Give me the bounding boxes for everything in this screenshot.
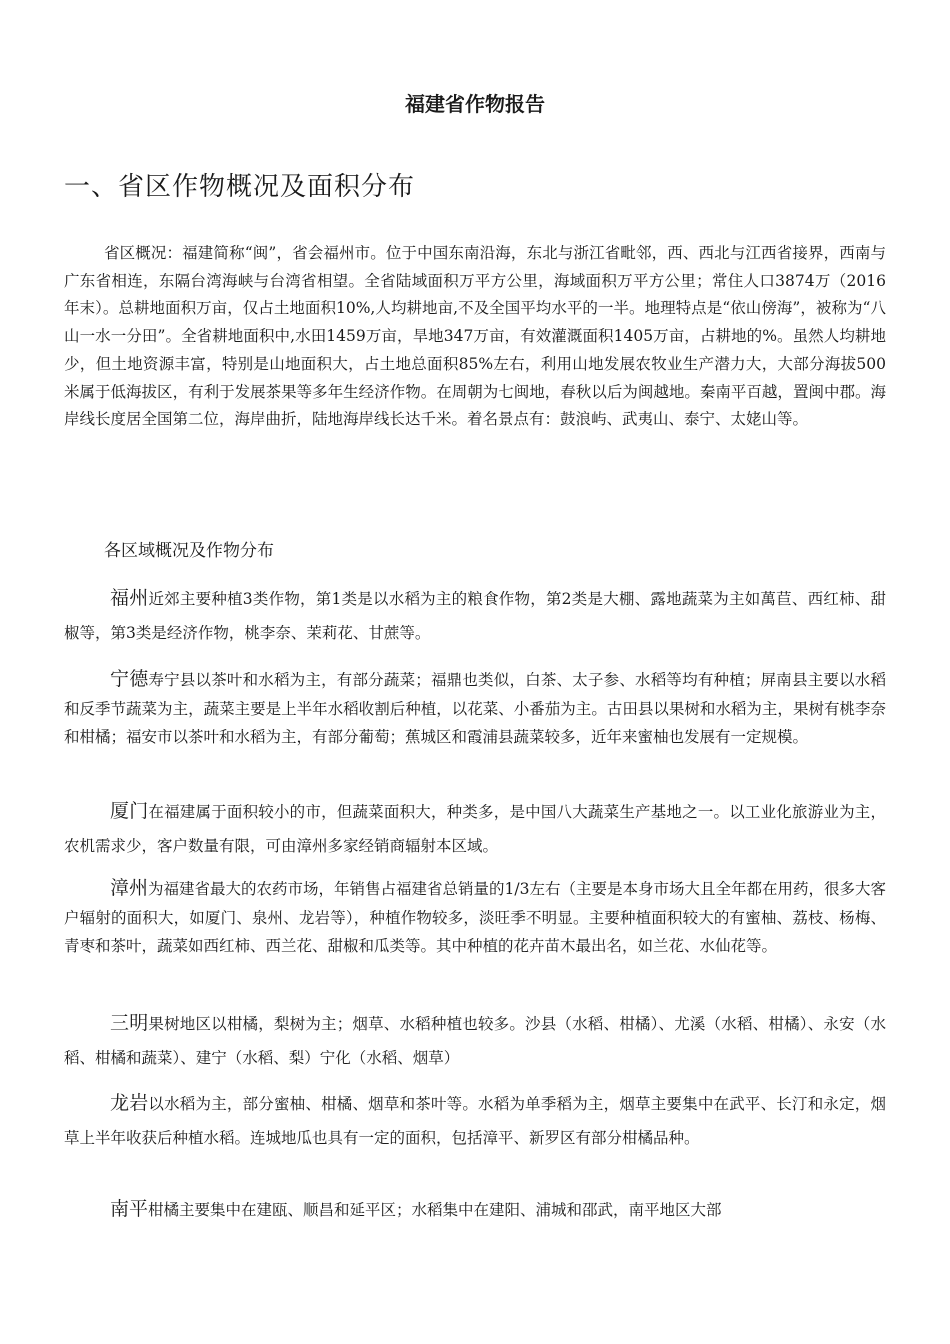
region-paragraph-ningde bbox=[64, 665, 886, 752]
region-paragraph-sanming bbox=[64, 1006, 886, 1075]
region-name: 龙岩 bbox=[110, 1092, 149, 1114]
regions-subheading: 各区域概况及作物分布 bbox=[104, 541, 274, 561]
document-title: 福建省作物报告 bbox=[405, 92, 545, 116]
region-paragraph-nanping bbox=[64, 1192, 886, 1227]
region-description: 近郊主要种植3类作物，第1类是以水稻为主的粮食作物，第2类是大棚、露地蔬菜为主如萬苣、西红柿、甜椒等，第3类是经济作物，桃李奈、茉莉花、甘蔗等。 bbox=[64, 590, 886, 642]
region-paragraph-xiamen bbox=[64, 794, 886, 863]
region-paragraph-longyan bbox=[64, 1086, 886, 1155]
section-heading: 一、省区作物概况及面积分布 bbox=[64, 172, 416, 202]
region-name: 厦门 bbox=[110, 800, 149, 822]
region-description: 在福建属于面积较小的市，但蔬菜面积大，种类多，是中国八大蔬菜生产基地之一。以工业化旅游业为主，农机需求少，客户数量有限，可由漳州多家经销商辐射本区域。 bbox=[64, 803, 886, 855]
region-description: 寿宁县以茶叶和水稻为主，有部分蔬菜；福鼎也类似，白茶、太子参、水稻等均有种植；屏南县主要以水稻和反季节蔬菜为主，蔬菜主要是上半年水稻收割后种植，以花菜、小番茄为主。古田县以果树和水稻为主，果树有桃李奈和柑橘；福安市以茶叶和水稻为主，有部分葡萄；蕉城区和霞浦县蔬菜较多，近年来蜜柚也发展有一定规模。 bbox=[64, 671, 886, 746]
region-paragraph-fuzhou bbox=[64, 581, 886, 650]
region-description: 果树地区以柑橘，梨树为主；烟草、水稻种植也较多。沙县（水稻、柑橘）、尤溪（水稻、柑橘）、永安（水稻、柑橘和蔬菜）、建宁（水稻、梨）宁化（水稻、烟草） bbox=[64, 1015, 886, 1067]
region-name: 宁德 bbox=[110, 668, 149, 690]
region-name: 漳州 bbox=[110, 877, 149, 899]
region-name: 福州 bbox=[110, 587, 149, 609]
region-description: 为福建省最大的农药市场，年销售占福建省总销量的1/3左右（主要是本身市场大且全年都在用药，很多大客户辐射的面积大，如厦门、泉州、龙岩等），种植作物较多，淡旺季不明显。主要种植面积较大的有蜜柚、荔枝、杨梅、青枣和茶叶，蔬菜如西红柿、西兰花、甜椒和瓜类等。其中种植的花卉苗木最出名，如兰花、水仙花等。 bbox=[64, 880, 886, 955]
region-description: 柑橘主要集中在建瓯、顺昌和延平区；水稻集中在建阳、浦城和邵武，南平地区大部 bbox=[148, 1201, 722, 1219]
region-name: 南平 bbox=[110, 1198, 149, 1220]
province-overview-paragraph: 省区概况：福建简称“闽”，省会福州市。位于中国东南沿海，东北与浙江省毗邻，西、西北与江西省接界，西南与广东省相连，东隔台湾海峡与台湾省相望。全省陆域面积万平方公里，海域面积万平方公里；常住人口3874万（2016年末）。总耕地面积万亩，仅占土地面积10%,人均耕地亩,不及全国平均水平的一半。地理特点是“依山傍海”，被称为“八山一水一分田”。全省耕地面积中,水田1459万亩，旱地347万亩，有效灌溉面积1405万亩，占耕地的%。虽然人均耕地少，但土地资源丰富，特别是山地面积大，占土地总面积85%左右，利用山地发展农牧业生产潜力大，大部分海拔500米属于低海拔区，有利于发展茶果等多年生经济作物。在周朝为七闽地，春秋以后为闽越地。秦南平百越，置闽中郡。海岸线长度居全国第二位，海岸曲折，陆地海岸线长达千米。着名景点有：鼓浪屿、武夷山、泰宁、太姥山等。 bbox=[64, 244, 886, 429]
region-paragraph-zhangzhou bbox=[64, 874, 886, 961]
region-description: 以水稻为主，部分蜜柚、柑橘、烟草和茶叶等。水稻为单季稻为主，烟草主要集中在武平、长汀和永定，烟草上半年收获后种植水稻。连城地瓜也具有一定的面积，包括漳平、新罗区有部分柑橘品种。 bbox=[64, 1095, 886, 1147]
region-name: 三明 bbox=[110, 1012, 149, 1034]
